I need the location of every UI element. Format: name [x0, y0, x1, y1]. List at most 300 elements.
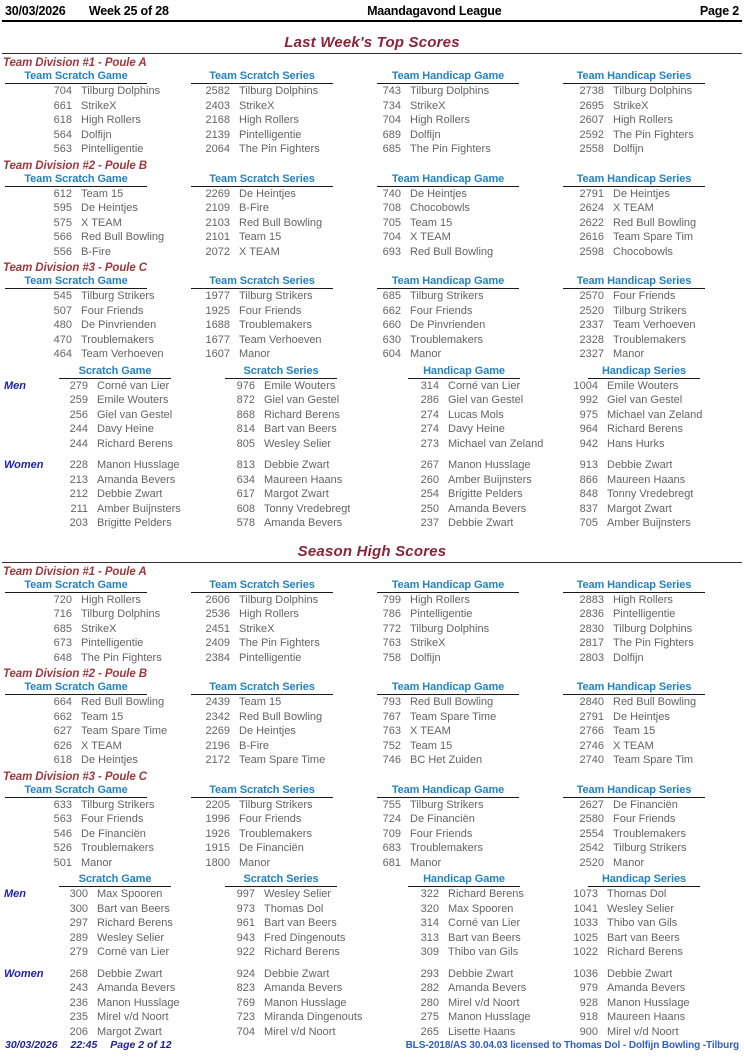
team-name: High Rollers [239, 114, 299, 126]
column-header: Handicap Series [588, 365, 700, 379]
score-value: 681 [382, 856, 401, 869]
player-name: Mirel v/d Noort [97, 1011, 169, 1023]
score-row [372, 113, 558, 128]
score-row [372, 945, 558, 960]
team-name: Four Friends [239, 304, 302, 317]
score-value: 763 [382, 637, 401, 649]
score-row [372, 967, 558, 982]
score-row [372, 458, 558, 473]
score-row [372, 333, 558, 348]
score-row [372, 996, 558, 1011]
team-name: Team 15 [81, 187, 124, 200]
score-value: 2451 [205, 622, 230, 635]
score-row [186, 1010, 372, 1025]
score-value: 2570 [579, 290, 604, 302]
score-value: 268 [69, 967, 88, 980]
score-value: 1004 [573, 379, 598, 392]
team-name: De Financiën [239, 842, 304, 854]
player-name: Amber Buijnsters [607, 517, 691, 529]
score-row [186, 753, 372, 768]
team-name: Manor [239, 348, 271, 360]
player-name: Bart van Beers [448, 931, 521, 944]
division-label: Team Division #3 - Poule C [3, 770, 147, 783]
score-value: 2103 [205, 216, 230, 229]
player-name: Debbie Zwart [264, 967, 330, 980]
stat-column [186, 784, 372, 871]
score-row [372, 651, 558, 666]
score-value: 708 [382, 202, 401, 214]
individual-header-col [186, 365, 372, 379]
player-name: Lisette Haans [448, 1025, 516, 1038]
score-row [558, 916, 744, 931]
player-name: Mirel v/d Noort [448, 996, 520, 1009]
score-row [186, 516, 372, 531]
team-name: Manor [613, 856, 645, 869]
stat-column [372, 379, 558, 452]
team-name: Red Bull Bowling [613, 216, 697, 229]
score-value: 566 [53, 231, 72, 243]
player-name: Bart van Beers [264, 423, 337, 435]
column-header: Team Handicap Series [563, 681, 705, 695]
score-row [186, 710, 372, 725]
score-value: 2269 [205, 187, 230, 200]
score-value: 723 [236, 1011, 255, 1023]
score-row [372, 379, 558, 394]
score-value: 275 [420, 1011, 439, 1023]
team-name: Team Spare Tim [613, 231, 694, 243]
league-title: Maandagavond League [367, 4, 502, 18]
score-value: 705 [579, 517, 598, 529]
score-row [372, 230, 558, 245]
score-value: 868 [236, 408, 255, 421]
score-value: 1073 [573, 888, 598, 900]
footer-left [5, 1039, 172, 1051]
score-value: 2072 [205, 245, 230, 258]
team-name: Team Spare Time [410, 710, 497, 723]
score-value: 237 [420, 517, 439, 529]
score-row [186, 473, 372, 488]
footer-time: 22:45 [70, 1039, 98, 1051]
score-row [558, 996, 744, 1011]
score-row [186, 1025, 372, 1040]
score-row [372, 593, 558, 608]
score-row [558, 187, 744, 202]
score-row [558, 1010, 744, 1025]
score-row [558, 798, 744, 813]
stat-column [372, 784, 558, 871]
score-row [372, 473, 558, 488]
score-value: 2558 [579, 143, 604, 155]
score-value: 740 [382, 187, 401, 200]
score-row [0, 473, 186, 488]
team-name: Dolfijn [613, 651, 644, 664]
score-value: 320 [420, 902, 439, 915]
score-value: 243 [69, 982, 88, 994]
score-row [0, 289, 186, 304]
player-name: Michael van Zeland [448, 437, 544, 450]
player-name: Amanda Bevers [97, 473, 176, 486]
score-value: 1977 [205, 290, 230, 302]
team-name: Tilburg Dolphins [81, 85, 161, 97]
player-name: Tonny Vredebregt [607, 488, 694, 500]
player-name: Debbie Zwart [607, 967, 673, 980]
score-value: 212 [69, 488, 88, 500]
column-header: Team Handicap Game [377, 173, 519, 187]
team-name: High Rollers [410, 593, 470, 606]
score-row [186, 724, 372, 739]
score-row [372, 187, 558, 202]
score-value: 786 [382, 608, 401, 620]
player-name: Amanda Bevers [97, 982, 176, 994]
score-row [372, 798, 558, 813]
stat-column [372, 579, 558, 666]
team-name: Four Friends [613, 813, 676, 825]
team-name: Red Bull Bowling [410, 696, 494, 708]
stat-column [186, 681, 372, 768]
score-value: 1041 [573, 902, 598, 915]
team-name: B-Fire [239, 202, 269, 214]
player-name: Debbie Zwart [448, 967, 514, 980]
score-value: 274 [420, 423, 439, 435]
score-value: 943 [236, 931, 255, 944]
score-value: 293 [420, 967, 439, 980]
score-row [558, 201, 744, 216]
score-row [186, 333, 372, 348]
player-name: Debbie Zwart [264, 459, 330, 471]
team-name: Pintelligentie [410, 608, 473, 620]
score-value: 704 [382, 114, 401, 126]
player-name: Tonny Vredebregt [264, 502, 351, 515]
team-name: Pintelligentie [239, 651, 302, 664]
score-value: 244 [69, 423, 88, 435]
team-name: Manor [239, 856, 271, 869]
column-header: Team Scratch Series [191, 784, 333, 798]
team-name: StrikeX [410, 99, 446, 112]
score-value: 2836 [579, 608, 604, 620]
team-name: Tilburg Strikers [81, 290, 155, 302]
player-name: Wesley Selier [264, 437, 332, 450]
team-name: The Pin Fighters [81, 651, 162, 664]
score-row [372, 437, 558, 452]
stat-column [558, 458, 744, 531]
score-row [372, 304, 558, 319]
gender-label: Women [4, 967, 44, 980]
score-value: 564 [53, 128, 72, 141]
score-value: 866 [579, 473, 598, 486]
score-row [372, 99, 558, 114]
score-row [372, 289, 558, 304]
score-value: 2205 [205, 798, 230, 811]
stat-column [558, 967, 744, 1040]
score-value: 734 [382, 99, 401, 112]
player-name: Richard Berens [264, 408, 340, 421]
gender-group [0, 967, 744, 1040]
score-row [372, 607, 558, 622]
player-name: Amber Buijnsters [448, 473, 532, 486]
score-row [0, 516, 186, 531]
team-name: B-Fire [81, 245, 111, 258]
score-row [558, 408, 744, 423]
score-row [0, 607, 186, 622]
score-row [558, 827, 744, 842]
stat-column [372, 887, 558, 960]
stat-column [186, 887, 372, 960]
player-name: Mirel v/d Noort [264, 1025, 336, 1038]
team-name: Troublemakers [410, 333, 483, 346]
score-row [372, 1010, 558, 1025]
team-name: Four Friends [410, 827, 473, 840]
team-name: The Pin Fighters [613, 637, 694, 649]
score-value: 689 [382, 128, 401, 141]
score-value: 206 [69, 1025, 88, 1038]
stat-column [558, 887, 744, 960]
score-value: 799 [382, 593, 401, 606]
score-value: 2791 [579, 187, 604, 200]
player-name: Maureen Haans [264, 473, 343, 486]
column-header: Team Handicap Game [377, 275, 519, 289]
week-indicator: Week 25 of 28 [88, 4, 169, 18]
player-name: Wesley Selier [264, 888, 332, 900]
team-name: De Financiën [410, 813, 475, 825]
player-name: Thomas Dol [607, 888, 667, 900]
individual-header-col [186, 873, 372, 887]
team-name: Tilburg Strikers [613, 842, 687, 854]
team-name: X TEAM [239, 245, 280, 258]
individual-headers [0, 873, 744, 887]
team-name: Tilburg Dolphins [81, 608, 161, 620]
column-header: Team Scratch Game [5, 681, 147, 695]
player-name: Thibo van Gils [607, 917, 678, 929]
team-name: Tilburg Strikers [410, 290, 484, 302]
team-name: Troublemakers [81, 333, 154, 346]
team-name: De Heintjes [613, 187, 670, 200]
score-row [0, 710, 186, 725]
score-row [0, 724, 186, 739]
score-row [558, 902, 744, 917]
stat-column [558, 173, 744, 260]
player-name: Hans Hurks [607, 437, 665, 450]
team-name: Tilburg Strikers [239, 290, 313, 302]
team-name: Team Verhoeven [239, 333, 322, 346]
team-name: Tilburg Dolphins [410, 622, 490, 635]
score-value: 608 [236, 502, 255, 515]
score-row [372, 902, 558, 917]
score-value: 724 [382, 813, 401, 825]
score-row [0, 695, 186, 710]
score-value: 2409 [205, 637, 230, 649]
score-value: 235 [69, 1011, 88, 1023]
team-name: Team 15 [410, 216, 453, 229]
score-row [558, 724, 744, 739]
score-row [0, 379, 186, 394]
column-header: Handicap Game [408, 365, 520, 379]
score-row [186, 245, 372, 260]
team-name: Team Spare Tim [613, 754, 694, 766]
score-row [558, 516, 744, 531]
score-row [372, 724, 558, 739]
score-value: 322 [420, 888, 439, 900]
score-row [186, 812, 372, 827]
score-value: 793 [382, 696, 401, 708]
score-value: 2740 [579, 754, 604, 766]
team-name: Team Spare Time [239, 754, 326, 766]
column-header: Team Scratch Game [5, 784, 147, 798]
gender-group [0, 379, 744, 452]
team-name: Troublemakers [239, 319, 312, 331]
score-row [0, 827, 186, 842]
score-row [0, 230, 186, 245]
player-name: Amanda Bevers [607, 982, 686, 994]
individual-header-col [0, 873, 186, 887]
team-name: Red Bull Bowling [239, 216, 323, 229]
score-row [372, 981, 558, 996]
page-header [0, 0, 744, 19]
team-name: Tilburg Dolphins [410, 85, 490, 97]
player-name: Maureen Haans [607, 473, 686, 486]
score-row [558, 230, 744, 245]
team-name: Team Verhoeven [81, 348, 164, 360]
stat-column [0, 275, 186, 362]
column-header: Handicap Series [588, 873, 700, 887]
score-value: 716 [53, 608, 72, 620]
team-name: StrikeX [410, 637, 446, 649]
score-value: 720 [53, 593, 72, 606]
column-header: Team Handicap Series [563, 70, 705, 84]
individual-header-col [372, 365, 558, 379]
team-name: Tilburg Strikers [613, 304, 687, 317]
score-value: 627 [53, 725, 72, 737]
score-value: 704 [53, 85, 72, 97]
player-name: Corné van Lier [97, 379, 170, 392]
score-value: 900 [579, 1025, 598, 1038]
player-name: Giel van Gestel [607, 394, 683, 406]
team-name: Troublemakers [613, 827, 686, 840]
column-header: Team Scratch Series [191, 173, 333, 187]
stat-column [186, 275, 372, 362]
stat-column [558, 70, 744, 157]
team-name: Red Bull Bowling [81, 231, 165, 243]
score-value: 2817 [579, 637, 604, 649]
team-name: De Heintjes [81, 754, 138, 766]
team-name: Red Bull Bowling [410, 245, 494, 258]
stat-column [186, 379, 372, 452]
score-value: 314 [420, 379, 439, 392]
player-name: Miranda Dingenouts [264, 1011, 363, 1023]
score-value: 2830 [579, 622, 604, 635]
team-name: De Heintjes [410, 187, 467, 200]
score-row [186, 945, 372, 960]
score-row [558, 437, 744, 452]
score-row [186, 201, 372, 216]
score-value: 2791 [579, 710, 604, 723]
score-value: 976 [236, 379, 255, 392]
score-row [558, 967, 744, 982]
stat-column [0, 784, 186, 871]
score-row [372, 516, 558, 531]
score-row [372, 887, 558, 902]
score-value: 556 [53, 245, 72, 258]
score-value: 704 [236, 1025, 255, 1038]
individual-header-col [558, 873, 744, 887]
team-name: B-Fire [239, 739, 269, 752]
score-value: 2439 [205, 696, 230, 708]
player-name: Emile Wouters [264, 379, 336, 392]
score-row [186, 142, 372, 157]
score-value: 480 [53, 319, 72, 331]
score-value: 2554 [579, 827, 604, 840]
score-value: 1800 [205, 856, 230, 869]
player-name: Debbie Zwart [448, 517, 514, 529]
team-name: StrikeX [239, 622, 275, 635]
score-row [0, 812, 186, 827]
team-name: The Pin Fighters [239, 143, 320, 155]
score-value: 578 [236, 517, 255, 529]
score-row [372, 245, 558, 260]
score-value: 2172 [205, 754, 230, 766]
player-name: Giel van Gestel [264, 394, 340, 406]
score-value: 313 [420, 931, 439, 944]
score-row [186, 304, 372, 319]
score-row [186, 996, 372, 1011]
score-row [0, 753, 186, 768]
score-value: 618 [53, 754, 72, 766]
player-name: Mirel v/d Noort [607, 1025, 679, 1038]
score-value: 1607 [205, 348, 230, 360]
team-name: BC Het Zuiden [410, 754, 483, 766]
score-row [186, 437, 372, 452]
score-value: 526 [53, 842, 72, 854]
score-row [372, 487, 558, 502]
score-row [372, 856, 558, 871]
player-name: Amber Buijnsters [97, 502, 181, 515]
score-row [186, 739, 372, 754]
page-number: Page 2 [699, 4, 739, 18]
score-value: 634 [236, 473, 255, 486]
division-label: Team Division #3 - Poule C [3, 262, 147, 274]
gender-label: Men [4, 379, 26, 392]
player-name: Thibo van Gils [448, 946, 519, 958]
team-name: Chocobowls [613, 245, 673, 258]
team-name: High Rollers [81, 114, 141, 126]
sections-root [0, 34, 744, 1039]
team-name: De Heintjes [613, 710, 670, 723]
player-name: Giel van Gestel [97, 408, 173, 421]
score-row [186, 393, 372, 408]
score-value: 211 [70, 502, 88, 515]
score-value: 769 [236, 996, 255, 1009]
team-name: Troublemakers [410, 842, 483, 854]
score-value: 626 [53, 739, 72, 752]
team-name: X TEAM [81, 739, 122, 752]
score-value: 1033 [573, 917, 598, 929]
column-header: Team Handicap Series [563, 784, 705, 798]
gender-group [0, 458, 744, 531]
stat-column [558, 579, 744, 666]
score-row [558, 841, 744, 856]
player-name: Emile Wouters [97, 394, 169, 406]
score-value: 563 [53, 143, 72, 155]
player-name: Michael van Zeland [607, 408, 703, 421]
score-value: 228 [69, 459, 88, 471]
section-title: Season High Scores [297, 542, 447, 560]
score-row [0, 651, 186, 666]
team-name: Manor [81, 856, 113, 869]
team-name: High Rollers [613, 114, 673, 126]
score-value: 848 [579, 488, 598, 500]
score-value: 2840 [579, 696, 604, 708]
score-row [558, 607, 744, 622]
player-name: Manon Husslage [448, 1011, 531, 1023]
